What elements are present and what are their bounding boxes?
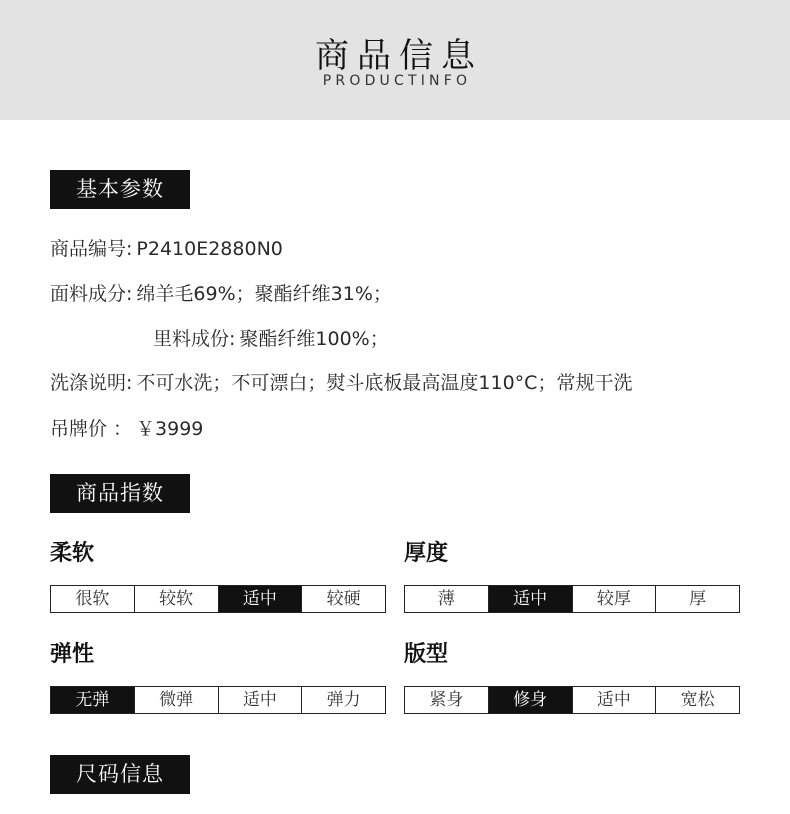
param-row-sku <box>50 236 283 262</box>
scale-option: 紧身 <box>405 687 489 713</box>
index-title-fit: 版型 <box>404 642 449 667</box>
scale-thickness <box>404 585 740 613</box>
param-value: 聚酯纤维100%； <box>239 328 389 350</box>
param-value: 绵羊毛69%；聚酯纤维31%； <box>136 283 392 305</box>
index-title-softness: 柔软 <box>50 541 95 566</box>
scale-option: 很软 <box>51 586 135 612</box>
index-title-thickness: 厚度 <box>404 541 449 566</box>
header-banner <box>0 0 790 120</box>
scale-elasticity <box>50 686 386 714</box>
param-row-wash <box>50 370 632 396</box>
param-value: 不可水洗；不可漂白；熨斗底板最高温度110°C；常规干洗 <box>136 372 633 394</box>
param-label: 里料成份: <box>153 328 236 350</box>
section-tag-index: 商品指数 <box>50 474 190 513</box>
page-title: 商品信息 <box>315 36 483 76</box>
scale-option: 适中 <box>219 687 303 713</box>
scale-option: 薄 <box>405 586 489 612</box>
param-label: 面料成分: <box>50 283 133 305</box>
param-row-lining <box>153 326 389 352</box>
param-value: P2410E2880N0 <box>136 238 283 260</box>
scale-option-selected: 无弹 <box>51 687 135 713</box>
param-value: ￥3999 <box>136 418 204 440</box>
scale-option: 宽松 <box>680 690 715 710</box>
param-row-price <box>50 416 203 442</box>
scale-option: 弹力 <box>326 690 361 710</box>
param-row-fabric <box>50 281 392 307</box>
scale-softness <box>50 585 386 613</box>
scale-fit <box>404 686 740 714</box>
scale-option: 较厚 <box>573 586 657 612</box>
scale-option: 厚 <box>689 589 707 609</box>
scale-option: 适中 <box>573 687 657 713</box>
scale-option-selected: 修身 <box>489 687 573 713</box>
scale-option: 较软 <box>135 586 219 612</box>
index-title-elasticity: 弹性 <box>50 642 95 667</box>
scale-option-selected: 适中 <box>489 586 573 612</box>
param-label: 商品编号: <box>50 238 133 260</box>
page-subtitle: PRODUCTINFO <box>322 73 472 89</box>
scale-option: 微弹 <box>135 687 219 713</box>
section-tag-size: 尺码信息 <box>50 755 190 794</box>
param-label: 吊牌价 ： <box>50 418 133 440</box>
param-label: 洗涤说明: <box>50 372 133 394</box>
scale-option: 较硬 <box>326 589 361 609</box>
scale-option-selected: 适中 <box>219 586 303 612</box>
section-tag-basic: 基本参数 <box>50 170 190 209</box>
